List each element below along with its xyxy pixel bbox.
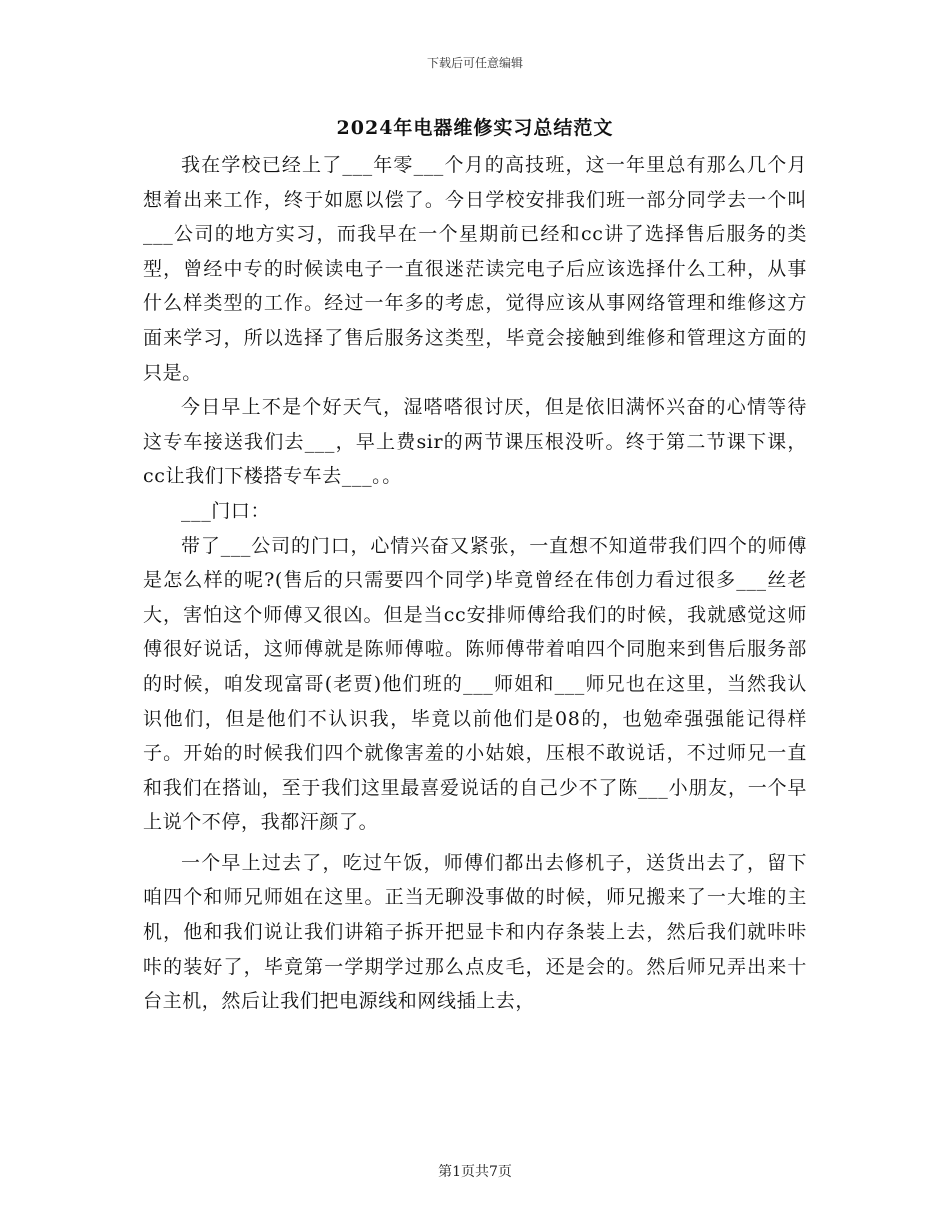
paragraph: 我在学校已经上了___年零___个月的高技班，这一年里总有那么几个月想着出来工作，终于如愿以偿了。今日学校安排我们班一部分同学去一个叫___公司的地方实习，而我早在一个星期前已经和cc讲了选择售后服务的类型，曾经中专的时候读电子一直很迷茫读完电子后应该选择什么工种，从事什么样类型的工作。经过一年多的考虑，觉得应该从事网络管理和维修这方面来学习，所以选择了售后服务这类型，毕竟会接触到维修和管理这方面的只是。 bbox=[143, 154, 807, 384]
document-title: 2024年电器维修实习总结范文 bbox=[336, 117, 614, 139]
paragraph: 带了___公司的门口，心情兴奋又紧张，一直想不知道带我们四个的师傅是怎么样的呢?(售后的只需要四个同学)毕竟曾经在伟创力看过很多___丝老大，害怕这个师傅又很凶。但是当cc安排师傅给我们的时候，我就感觉这师傅很好说话，这师傅就是陈师傅啦。陈师傅带着咱四个同胞来到售后服务部的时候，咱发现富哥(老贾)他们班的___师姐和___师兄也在这里，当然我认识他们，但是他们不认识我，毕竟以前他们是08的，也勉牵强强能记得样子。开始的时候我们四个就像害羞的小姑娘，压根不敢说话，不过师兄一直和我们在搭讪，至于我们这里最喜爱说话的自己少不了陈___小朋友，一个早上说个不停，我都汗颜了。 bbox=[143, 534, 807, 834]
document-body bbox=[143, 148, 807, 1019]
page-header-note: 下载后可任意编辑 bbox=[426, 56, 523, 70]
paragraph: ___门口： bbox=[181, 499, 271, 522]
paragraph: 今日早上不是个好天气，湿嗒嗒很讨厌，但是依旧满怀兴奋的心情等待这专车接送我们去___，早上费sir的两节课压根没听。终于第二节课下课，cc让我们下楼搭专车去___。。 bbox=[143, 396, 807, 488]
page-number: 第1页共7页 bbox=[438, 1164, 512, 1180]
paragraph: 一个早上过去了，吃过午饭，师傅们都出去修机子，送货出去了，留下咱四个和师兄师姐在这里。正当无聊没事做的时候，师兄搬来了一大堆的主机，他和我们说让我们讲箱子拆开把显卡和内存条装上去，然后我们就咔咔咔的装好了，毕竟第一学期学过那么点皮毛，还是会的。然后师兄弄出来十台主机，然后让我们把电源线和网线插上去， bbox=[143, 851, 807, 1013]
